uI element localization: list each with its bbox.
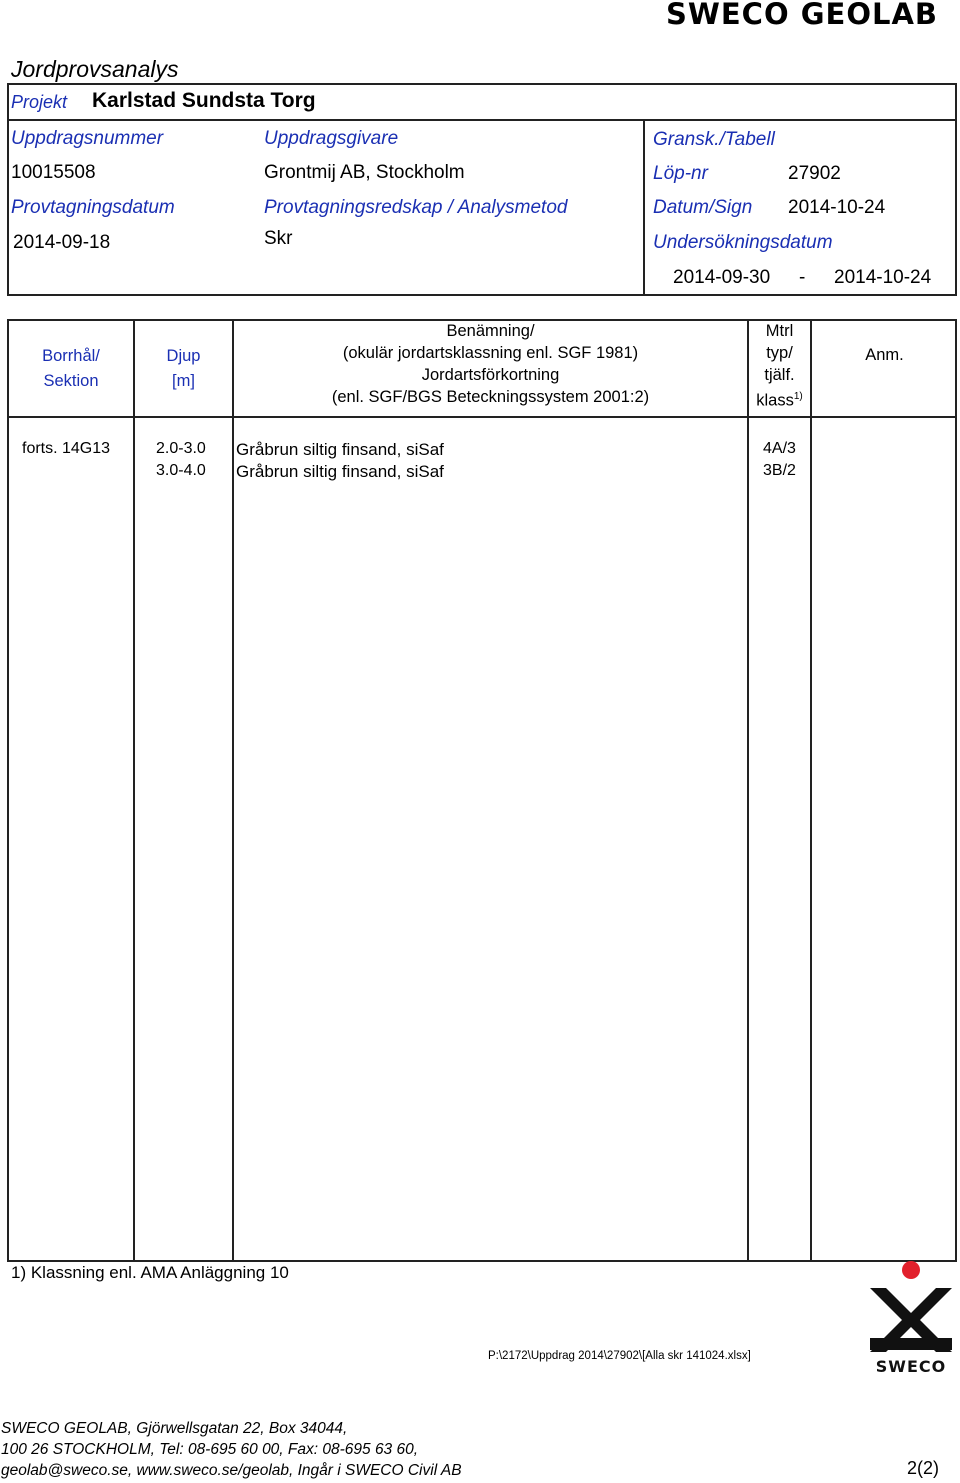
row-class: 4A/3 — [763, 440, 796, 457]
header-material-line3: tjälf. — [764, 366, 795, 384]
table-row — [0, 460, 960, 482]
header-description — [234, 320, 747, 408]
investigation-date-from: 2014-09-30 — [673, 267, 771, 288]
header-vertical-divider — [643, 119, 645, 295]
investigation-date-to: 2014-10-24 — [834, 267, 932, 288]
page-number: 2(2) — [906, 1458, 939, 1478]
footnote: 1) Klassning enl. AMA Anläggning 10 — [11, 1263, 289, 1282]
header-description-line3: Jordartsförkortning — [421, 366, 560, 384]
sampling-method-value: Skr — [264, 228, 293, 249]
header-borehole — [9, 344, 133, 394]
header-depth-line1: Djup — [166, 347, 201, 365]
sampling-date-label: Provtagningsdatum — [11, 197, 175, 218]
sampling-method-label: Provtagningsredskap / Analysmetod — [264, 197, 568, 218]
review-label: Gransk./Tabell — [653, 129, 775, 150]
project-value: Karlstad Sundsta Torg — [92, 89, 316, 112]
assignment-number-value: 10015508 — [11, 162, 96, 183]
sampling-date-value: 2014-09-18 — [13, 232, 111, 253]
header-material-line2: typ/ — [766, 344, 793, 362]
header-depth-line2: [m] — [172, 372, 195, 390]
header-description-line1: Benämning/ — [446, 322, 535, 340]
header-divider — [7, 119, 957, 121]
header-material-klass: klass — [756, 391, 794, 410]
sweco-logo-svg — [862, 1258, 958, 1378]
doc-title: Jordprovsanalys — [11, 56, 179, 82]
row-depth: 3.0-4.0 — [156, 462, 206, 479]
logo-base — [870, 1338, 952, 1350]
logo-dot — [902, 1261, 920, 1279]
row-borehole: forts. 14G13 — [22, 440, 111, 457]
header-material-line4 — [749, 386, 810, 412]
header-box — [7, 83, 957, 296]
sweco-logo-icon — [862, 1258, 958, 1378]
header-depth — [135, 344, 232, 394]
client-label: Uppdragsgivare — [264, 128, 399, 149]
client-value: Grontmij AB, Stockholm — [264, 162, 465, 183]
footer-address-line1: SWECO GEOLAB, Gjörwellsgatan 22, Box 34044, — [1, 1420, 348, 1437]
header-description-line2: (okulär jordartsklassning enl. SGF 1981) — [342, 344, 639, 362]
row-description: Gråbrun siltig finsand, siSaf — [236, 440, 444, 459]
table-header-divider — [7, 416, 957, 418]
header-material-line1: Mtrl — [765, 322, 794, 340]
serial-value: 27902 — [788, 163, 841, 184]
serial-label: Löp-nr — [653, 163, 708, 184]
header-borehole-line2: Sektion — [43, 372, 99, 390]
header-material — [749, 320, 810, 412]
logo-text: SWECO — [875, 1357, 947, 1376]
investigation-date-separator: - — [799, 267, 806, 288]
assignment-number-label: Uppdragsnummer — [11, 128, 164, 149]
project-label: Projekt — [11, 92, 68, 112]
header-description-line4: (enl. SGF/BGS Beteckningssystem 2001:2) — [331, 388, 650, 406]
row-description: Gråbrun siltig finsand, siSaf — [236, 462, 444, 481]
footer-address-line2: 100 26 STOCKHOLM, Tel: 08-695 60 00, Fax: 08-695 63 60, — [1, 1441, 419, 1458]
header-material-footnote-ref: 1) — [793, 391, 803, 402]
row-depth: 2.0-3.0 — [156, 440, 206, 457]
header-remarks: Anm. — [865, 346, 904, 364]
brand-name: SWECO GEOLAB — [665, 0, 938, 31]
date-sign-label: Datum/Sign — [653, 197, 753, 218]
table-row — [0, 438, 960, 460]
investigation-date-label: Undersökningsdatum — [653, 232, 833, 253]
header-borehole-line1: Borrhål/ — [42, 347, 100, 365]
row-class: 3B/2 — [763, 462, 796, 479]
file-path: P:\2172\Uppdrag 2014\27902\[Alla skr 141024.xlsx] — [488, 1350, 751, 1362]
date-sign-value: 2014-10-24 — [788, 197, 886, 218]
footer-address-line3: geolab@sweco.se, www.sweco.se/geolab, Ingår i SWECO Civil AB — [1, 1462, 462, 1479]
